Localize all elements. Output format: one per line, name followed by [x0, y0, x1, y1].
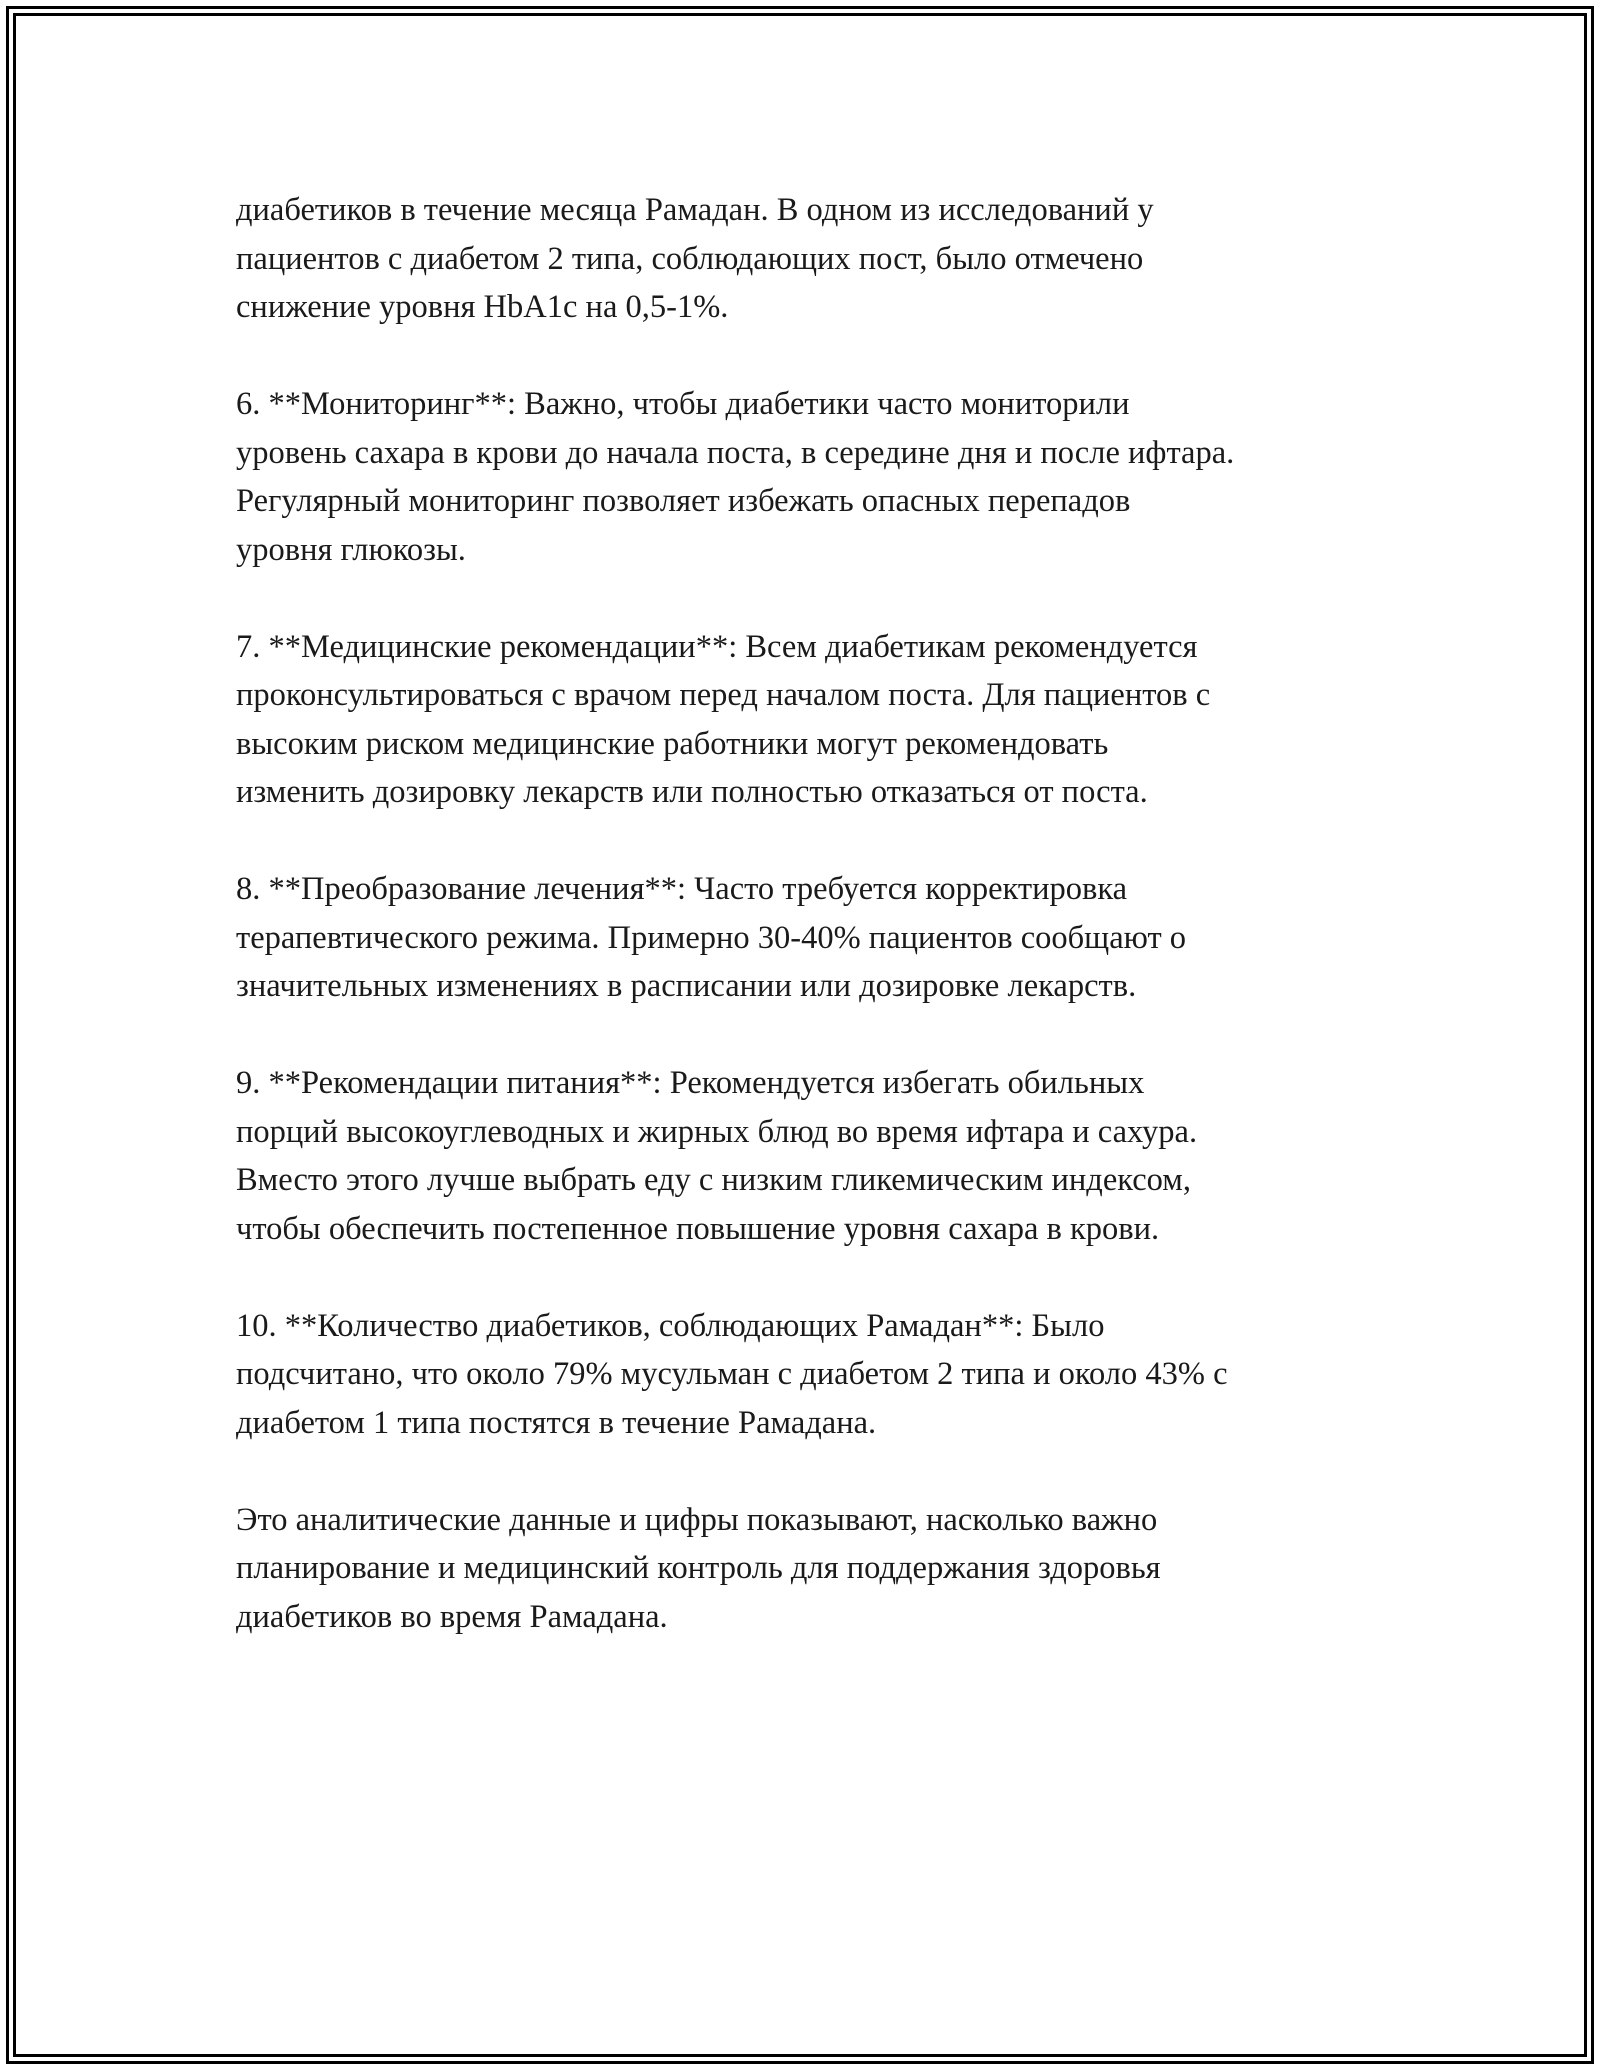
text-line: 6. **Мониторинг**: Важно, чтобы диабетики часто мониторили — [236, 386, 1130, 422]
text-line: проконсультироваться с врачом перед началом поста. Для пациентов с — [236, 677, 1211, 713]
paragraph-item-10-fasting-count — [236, 1302, 1396, 1448]
text-line: Это аналитические данные и цифры показывают, насколько важно — [236, 1501, 1158, 1538]
text-line: высоким риском медицинские работники могут рекомендовать — [236, 725, 1109, 762]
text-line: 9. **Рекомендации питания**: Рекомендуется избегать обильных — [236, 1065, 1145, 1101]
text-line: изменить дозировку лекарств или полностью отказаться от поста. — [236, 774, 1148, 810]
document-body — [236, 186, 1396, 1690]
text-line: пациентов с диабетом 2 типа, соблюдающих пост, было отмечено — [236, 240, 1144, 277]
text-line: диабетиков в течение месяца Рамадан. В одном из исследований у — [236, 192, 1154, 228]
paragraph-item-8-treatment-change — [236, 865, 1396, 1011]
paragraph-continuation — [236, 186, 1396, 332]
paragraph-item-6-monitoring — [236, 380, 1396, 574]
text-line: значительных изменениях в расписании или дозировке лекарств. — [236, 968, 1137, 1004]
text-line: планирование и медицинский контроль для поддержания здоровья — [236, 1550, 1161, 1586]
text-line: 7. **Медицинские рекомендации**: Всем диабетикам рекомендуется — [236, 628, 1198, 665]
text-line: терапевтического режима. Примерно 30-40% пациентов сообщают о — [236, 919, 1187, 956]
text-line: 10. **Количество диабетиков, соблюдающих Рамадан**: Было — [236, 1307, 1105, 1344]
paragraph-item-7-medical-recommendations — [236, 623, 1396, 817]
paragraph-item-9-nutrition — [236, 1059, 1396, 1253]
text-line: диабетом 1 типа постятся в течение Рамадана. — [236, 1404, 877, 1441]
text-line: чтобы обеспечить постепенное повышение уровня сахара в крови. — [236, 1210, 1160, 1247]
text-line: уровень сахара в крови до начала поста, в середине дня и после ифтара. — [236, 434, 1235, 471]
text-line: снижение уровня HbA1c на 0,5-1%. — [236, 289, 729, 325]
text-line: диабетиков во время Рамадана. — [236, 1598, 668, 1635]
text-line: 8. **Преобразование лечения**: Часто требуется корректировка — [236, 871, 1128, 907]
text-line: уровня глюкозы. — [236, 531, 466, 568]
text-line: порций высокоуглеводных и жирных блюд во время ифтара и сахура. — [236, 1113, 1198, 1150]
text-line: Вместо этого лучше выбрать еду с низким гликемическим индексом, — [236, 1162, 1191, 1198]
text-line: Регулярный мониторинг позволяет избежать опасных перепадов — [236, 483, 1131, 519]
paragraph-conclusion — [236, 1496, 1396, 1642]
text-line: подсчитано, что около 79% мусульман с диабетом 2 типа и около 43% с — [236, 1356, 1228, 1392]
